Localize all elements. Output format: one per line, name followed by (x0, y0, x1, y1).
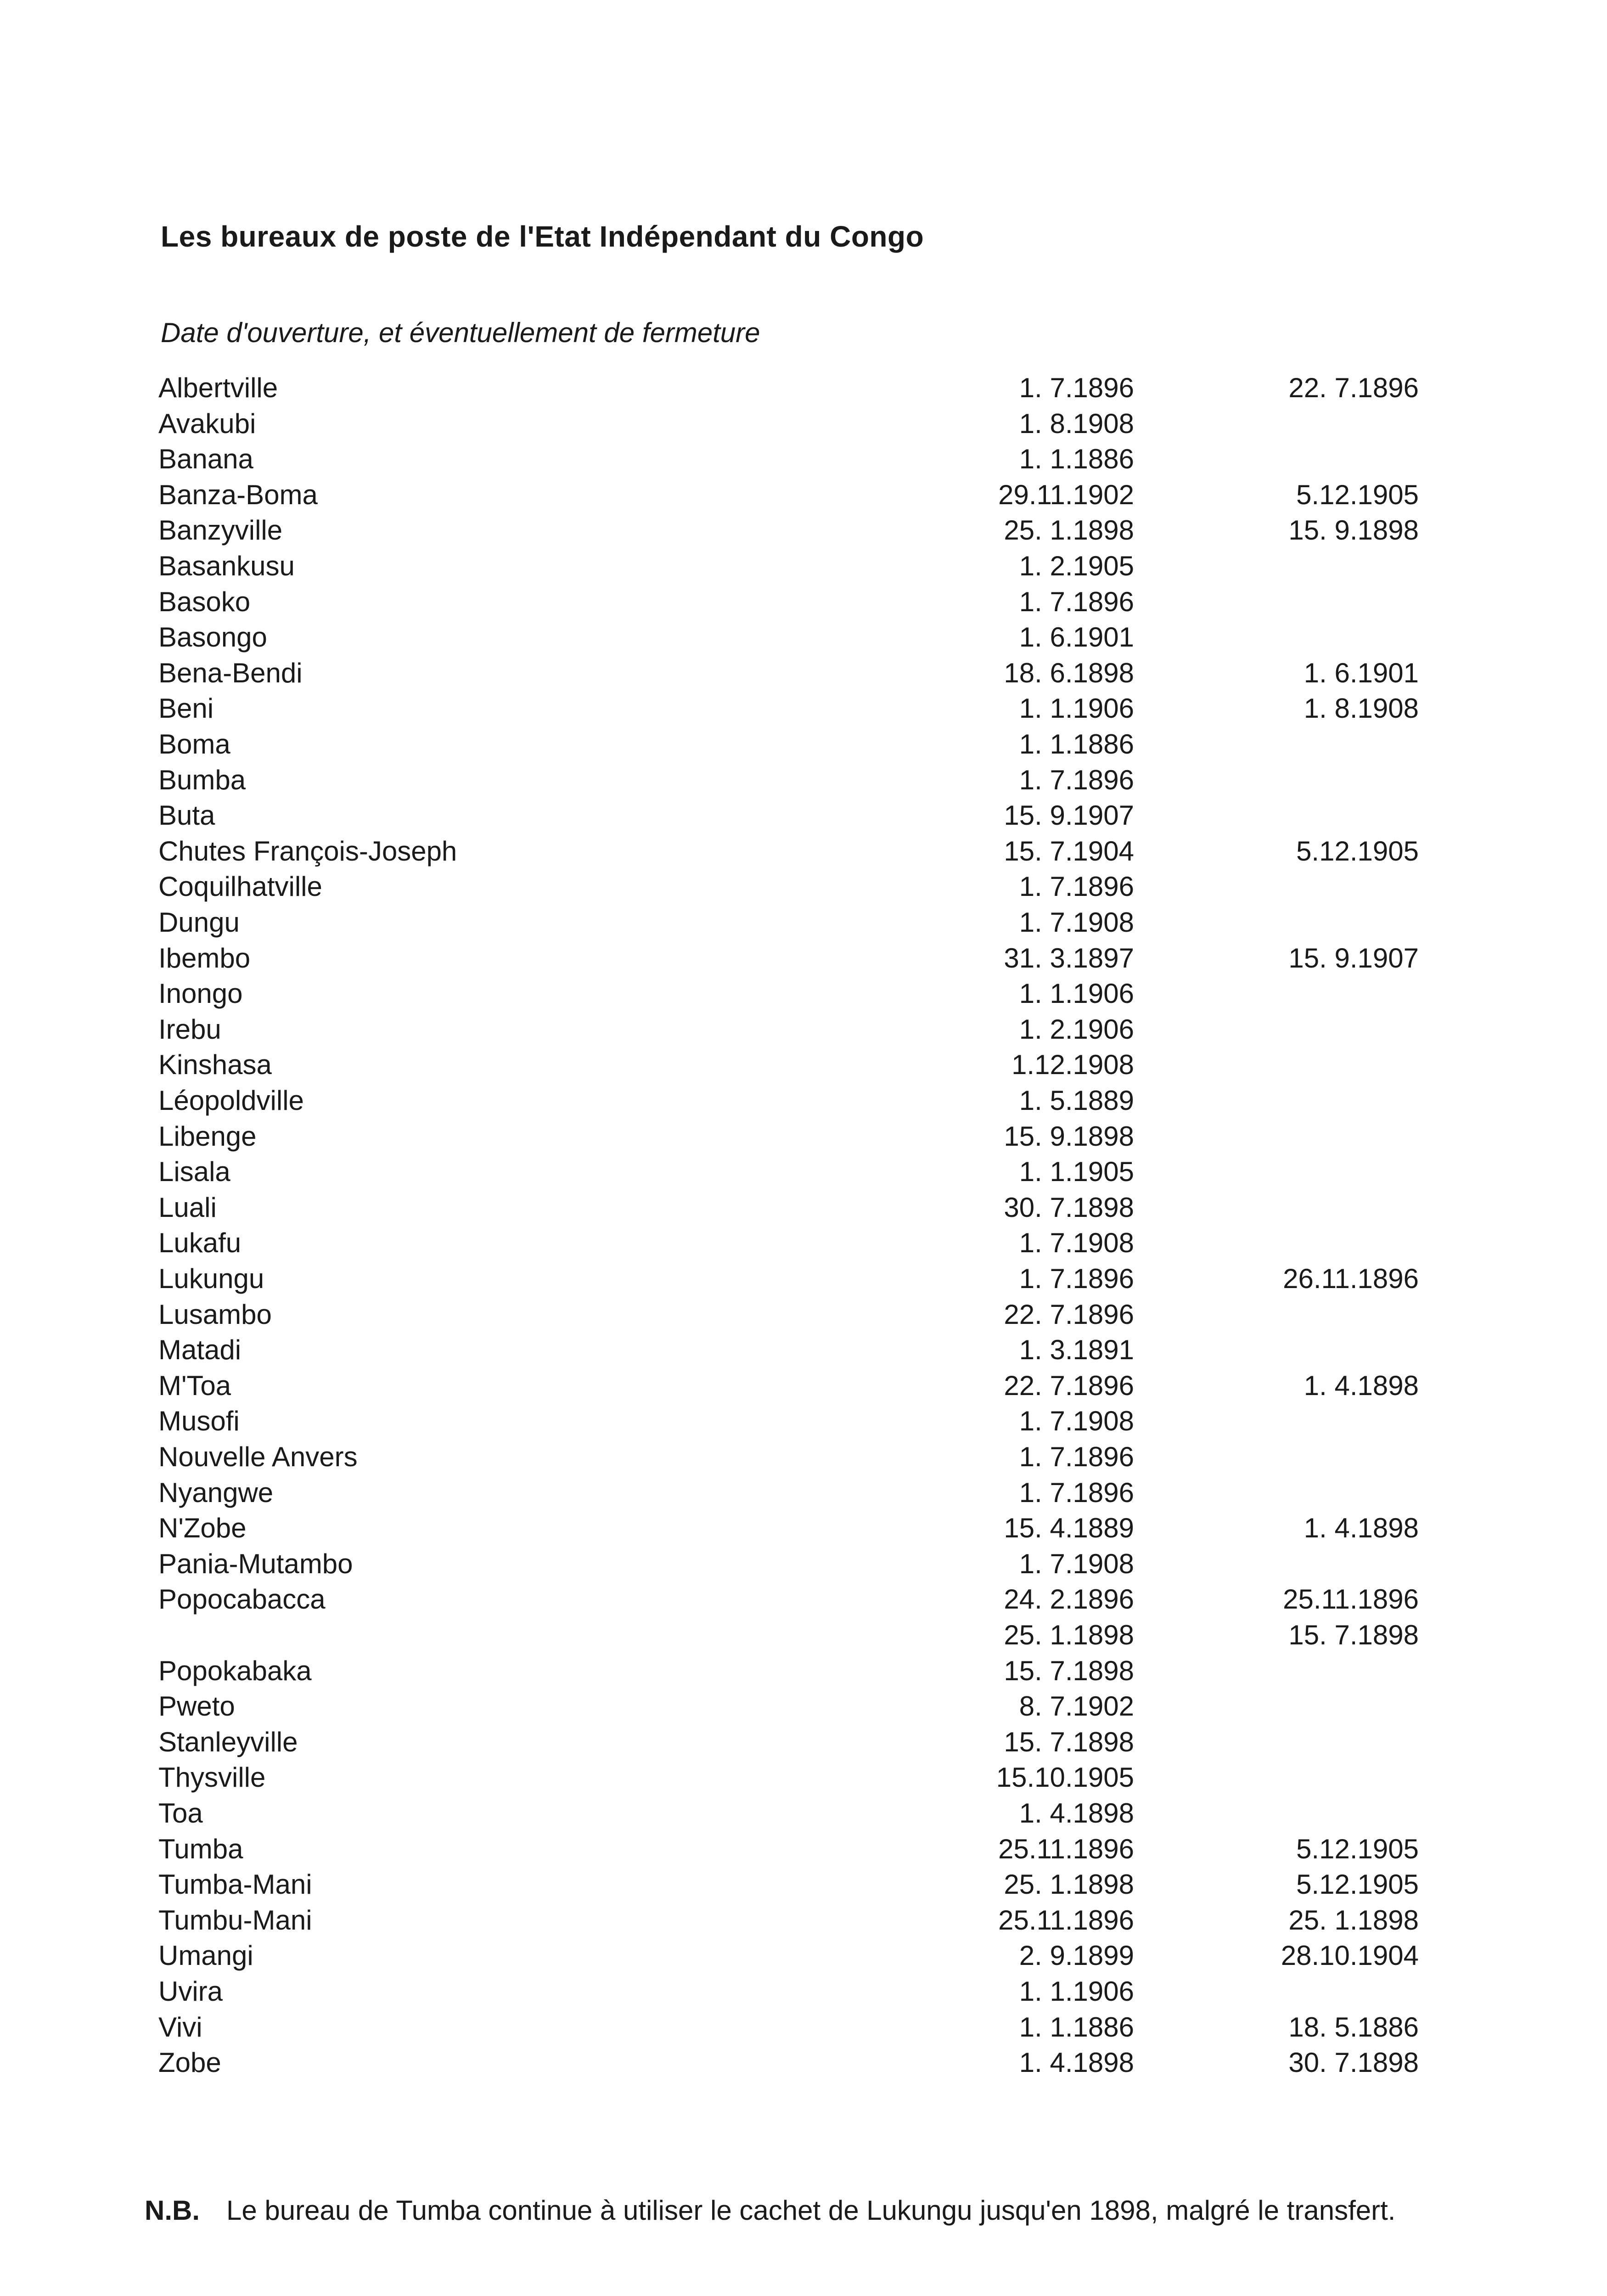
table-row (0, 1299, 1607, 1331)
table-row (0, 1761, 1607, 1794)
opening-date: 25. 1.1898 (1004, 1620, 1134, 1650)
office-name: Tumbu-Mani (158, 1904, 312, 1936)
opening-date: 1. 1.1886 (1019, 2011, 1134, 2043)
table-row (0, 1904, 1607, 1936)
opening-date: 1. 7.1896 (1019, 1263, 1134, 1294)
opening-date: 30. 7.1898 (1004, 1192, 1134, 1223)
opening-date: 25.11.1896 (998, 1904, 1134, 1936)
opening-date: 25. 1.1898 (1004, 515, 1134, 546)
office-name: Popocabacca (158, 1584, 326, 1615)
office-name: Popokabaka (158, 1655, 312, 1686)
opening-date: 1. 1.1886 (1019, 729, 1134, 760)
office-name: Banana (158, 444, 253, 475)
opening-date: 1.12.1908 (1011, 1049, 1134, 1080)
opening-date: 1. 7.1908 (1019, 907, 1134, 938)
opening-date: 22. 7.1896 (1004, 1299, 1134, 1330)
opening-date: 1. 7.1908 (1019, 1406, 1134, 1437)
office-name: Nouvelle Anvers (158, 1441, 358, 1472)
closing-date: 1. 8.1908 (1304, 693, 1419, 724)
closing-date: 25. 1.1898 (1288, 1904, 1419, 1936)
closing-date: 15. 9.1898 (1288, 515, 1419, 546)
table-row (0, 1085, 1607, 1117)
footnote-label: N.B. (145, 2195, 200, 2226)
office-name: Thysville (158, 1762, 266, 1793)
office-name: Tumba-Mani (158, 1869, 312, 1900)
opening-date: 15. 7.1904 (1004, 835, 1134, 867)
opening-date: 2. 9.1899 (1019, 1940, 1134, 1971)
opening-date: 1. 1.1905 (1019, 1156, 1134, 1187)
closing-date: 28.10.1904 (1281, 1940, 1419, 1971)
opening-date: 1. 7.1896 (1019, 871, 1134, 902)
office-name: Tumba (158, 1833, 243, 1864)
opening-date: 1. 1.1906 (1019, 1976, 1134, 2007)
table-row (0, 1940, 1607, 1972)
office-name: Stanleyville (158, 1726, 298, 1757)
office-name: Lusambo (158, 1299, 272, 1330)
closing-date: 5.12.1905 (1296, 835, 1419, 867)
office-name: Bena-Bendi (158, 657, 303, 688)
closing-date: 15. 7.1898 (1288, 1620, 1419, 1650)
opening-date: 1. 1.1886 (1019, 444, 1134, 475)
table-row (0, 1013, 1607, 1046)
office-name: Chutes François-Joseph (158, 835, 457, 867)
office-name: Basoko (158, 586, 251, 617)
office-name: Lukungu (158, 1263, 264, 1294)
office-name: Libenge (158, 1120, 257, 1152)
closing-date: 18. 5.1886 (1288, 2011, 1419, 2043)
office-name: Kinshasa (158, 1049, 272, 1080)
table-row (0, 1370, 1607, 1402)
office-name: Bumba (158, 764, 246, 795)
opening-date: 1. 7.1896 (1019, 586, 1134, 617)
office-name: Avakubi (158, 408, 256, 439)
table-row (0, 443, 1607, 475)
office-name: Zobe (158, 2047, 221, 2078)
table-row (0, 1405, 1607, 1437)
opening-date: 1. 2.1906 (1019, 1013, 1134, 1045)
opening-date: 15. 9.1907 (1004, 800, 1134, 831)
office-name: Coquilhatville (158, 871, 322, 902)
closing-date: 1. 6.1901 (1304, 657, 1419, 688)
table-row (0, 621, 1607, 653)
table-row (0, 1512, 1607, 1544)
opening-date: 15. 9.1898 (1004, 1120, 1134, 1152)
table-row (0, 692, 1607, 725)
opening-date: 15. 7.1898 (1004, 1726, 1134, 1757)
table-row (0, 1156, 1607, 1188)
opening-date: 1. 2.1905 (1019, 551, 1134, 581)
opening-date: 1. 6.1901 (1019, 622, 1134, 653)
opening-date: 8. 7.1902 (1019, 1691, 1134, 1722)
opening-date: 1. 7.1908 (1019, 1227, 1134, 1259)
office-name: Irebu (158, 1013, 221, 1045)
page-title: Les bureaux de poste de l'Etat Indépendant du Congo (161, 220, 924, 253)
opening-date: 15. 7.1898 (1004, 1655, 1134, 1686)
opening-date: 25. 1.1898 (1004, 1869, 1134, 1900)
opening-date: 1. 5.1889 (1019, 1085, 1134, 1116)
table-row (0, 1690, 1607, 1722)
opening-date: 31. 3.1897 (1004, 942, 1134, 974)
opening-date: 1. 7.1908 (1019, 1548, 1134, 1579)
office-name: Basankusu (158, 551, 295, 581)
office-name: Pania-Mutambo (158, 1548, 353, 1579)
table-row (0, 1833, 1607, 1865)
office-name: Boma (158, 729, 230, 760)
office-name: Lukafu (158, 1227, 242, 1259)
table-row (0, 1975, 1607, 2008)
table-row (0, 764, 1607, 796)
office-name: Banza-Boma (158, 479, 318, 510)
office-name: Albertville (158, 372, 278, 403)
office-name: Léopoldville (158, 1085, 304, 1116)
office-name: Beni (158, 693, 214, 724)
table-row (0, 1441, 1607, 1473)
closing-date: 5.12.1905 (1296, 1869, 1419, 1900)
opening-date: 1. 7.1896 (1019, 1477, 1134, 1508)
closing-date: 26.11.1896 (1283, 1263, 1419, 1294)
office-name: Toa (158, 1798, 203, 1829)
closing-date: 25.11.1896 (1283, 1584, 1419, 1615)
table-row (0, 1583, 1607, 1615)
table-row (0, 2011, 1607, 2043)
opening-date: 24. 2.1896 (1004, 1584, 1134, 1615)
table-row (0, 1726, 1607, 1758)
office-name: Inongo (158, 978, 243, 1009)
office-name: Dungu (158, 907, 240, 938)
table-row (0, 978, 1607, 1010)
table-row (0, 408, 1607, 440)
closing-date: 1. 4.1898 (1304, 1513, 1419, 1544)
office-name: Musofi (158, 1406, 240, 1437)
table-row (0, 728, 1607, 760)
table-row (0, 1192, 1607, 1224)
office-name: Basongo (158, 622, 267, 653)
table-row (0, 1263, 1607, 1295)
closing-date: 5.12.1905 (1296, 1833, 1419, 1864)
office-name: Ibembo (158, 942, 251, 974)
office-name: Pweto (158, 1691, 235, 1722)
subtitle: Date d'ouverture, et éventuellement de fermeture (161, 317, 760, 348)
opening-date: 1. 7.1896 (1019, 764, 1134, 795)
table-row (0, 1868, 1607, 1901)
closing-date: 15. 9.1907 (1288, 942, 1419, 974)
table-row (0, 514, 1607, 546)
opening-date: 22. 7.1896 (1004, 1370, 1134, 1401)
office-name: Lisala (158, 1156, 230, 1187)
office-name: M'Toa (158, 1370, 231, 1401)
table-row (0, 372, 1607, 404)
opening-date: 1. 3.1891 (1019, 1334, 1134, 1366)
table-row (0, 1120, 1607, 1153)
table-row (0, 657, 1607, 689)
table-row (0, 1477, 1607, 1509)
opening-date: 15. 4.1889 (1004, 1513, 1134, 1544)
table-row (0, 1049, 1607, 1081)
table-row (0, 586, 1607, 618)
footnote-text: Le bureau de Tumba continue à utiliser le cachet de Lukungu jusqu'en 1898, malgré le transfert. (226, 2195, 1396, 2226)
opening-date: 25.11.1896 (998, 1833, 1134, 1864)
table-row (0, 835, 1607, 867)
table-row (0, 1797, 1607, 1829)
opening-date: 15.10.1905 (996, 1762, 1134, 1793)
office-name: Umangi (158, 1940, 253, 1971)
opening-date: 29.11.1902 (998, 479, 1134, 510)
table-row (0, 1655, 1607, 1687)
opening-date: 1. 4.1898 (1019, 1798, 1134, 1829)
table-row (0, 2047, 1607, 2079)
office-name: Luali (158, 1192, 217, 1223)
table-row (0, 906, 1607, 939)
opening-date: 1. 1.1906 (1019, 693, 1134, 724)
table-row (0, 1619, 1607, 1651)
closing-date: 30. 7.1898 (1288, 2047, 1419, 2078)
opening-date: 1. 7.1896 (1019, 372, 1134, 403)
table-row (0, 799, 1607, 832)
office-name: Buta (158, 800, 215, 831)
office-name: Vivi (158, 2011, 202, 2043)
closing-date: 5.12.1905 (1296, 479, 1419, 510)
opening-date: 18. 6.1898 (1004, 657, 1134, 688)
closing-date: 22. 7.1896 (1288, 372, 1419, 403)
opening-date: 1. 1.1906 (1019, 978, 1134, 1009)
opening-date: 1. 4.1898 (1019, 2047, 1134, 2078)
office-name: Matadi (158, 1334, 242, 1366)
office-name: N'Zobe (158, 1513, 247, 1544)
table-row (0, 1548, 1607, 1580)
table-row (0, 871, 1607, 903)
table-row (0, 1227, 1607, 1259)
table-row (0, 550, 1607, 582)
opening-date: 1. 8.1908 (1019, 408, 1134, 439)
office-name: Banzyville (158, 515, 283, 546)
closing-date: 1. 4.1898 (1304, 1370, 1419, 1401)
table-row (0, 942, 1607, 974)
table-row (0, 479, 1607, 511)
office-name: Nyangwe (158, 1477, 274, 1508)
table-row (0, 1334, 1607, 1366)
office-name: Uvira (158, 1976, 223, 2007)
opening-date: 1. 7.1896 (1019, 1441, 1134, 1472)
